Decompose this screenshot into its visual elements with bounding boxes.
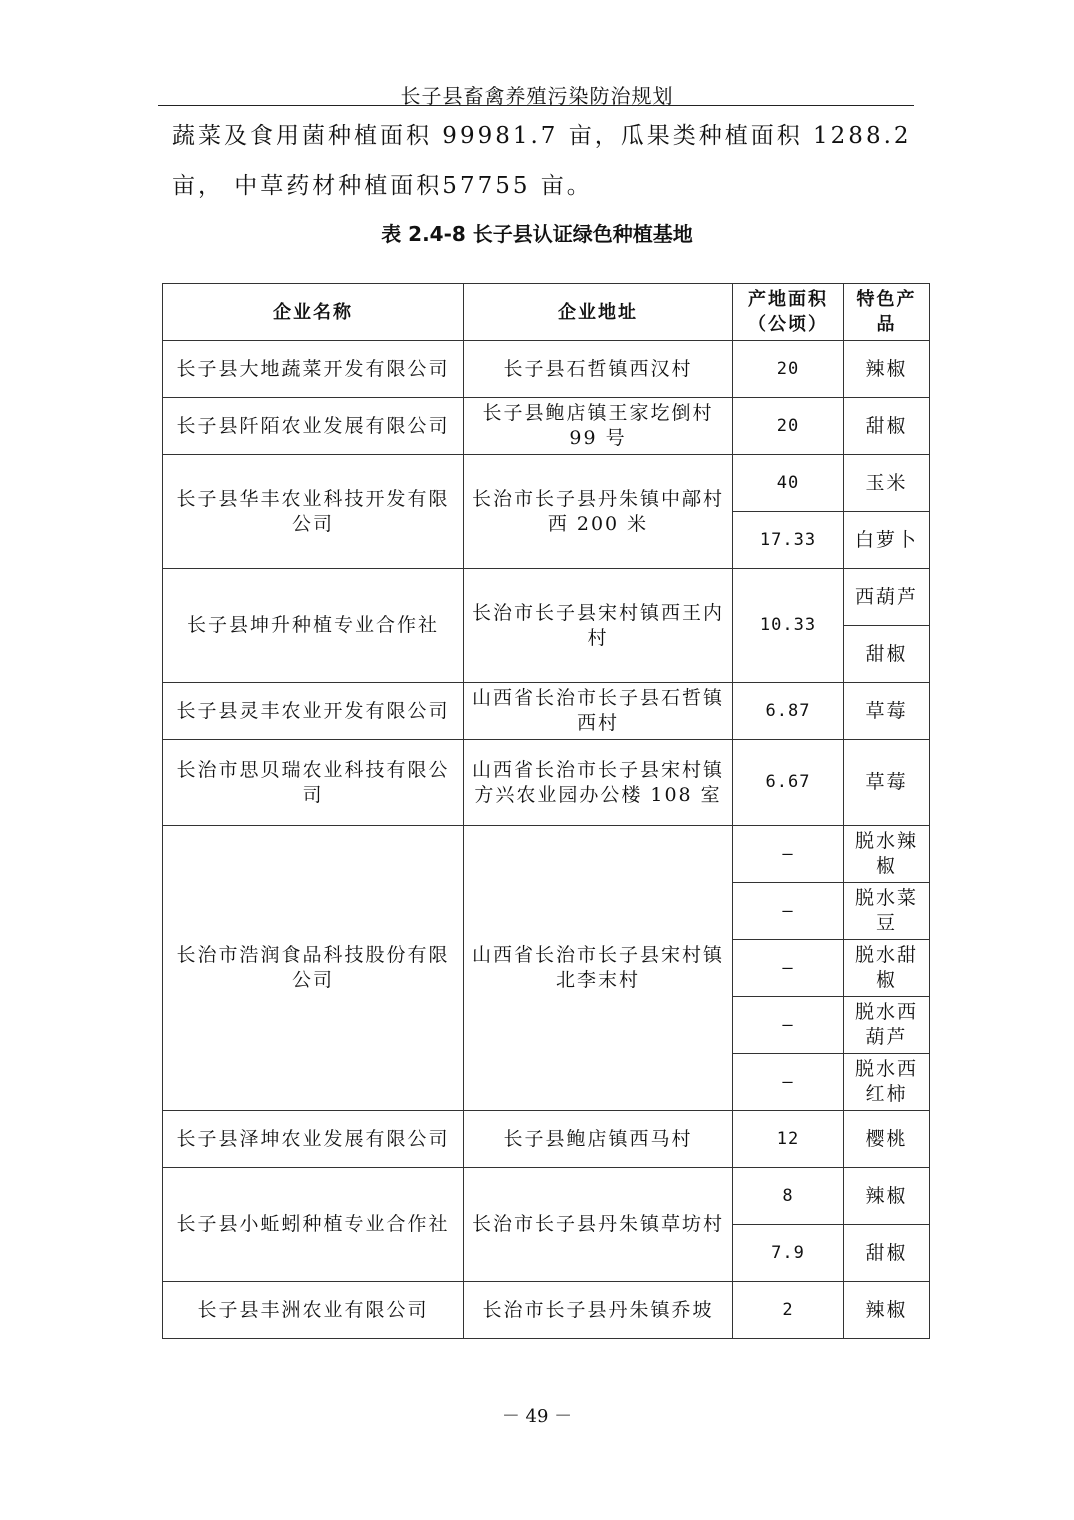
table-row	[163, 683, 930, 740]
page-number: － 49 －	[501, 1406, 573, 1427]
address-cell: 山西省长治市长子县宋村镇方兴农业园办公楼 108 室	[464, 740, 733, 826]
company-cell: 长子县坤升种植专业合作社	[163, 569, 464, 683]
body-paragraph-line-2: 亩， 中草药材种植面积57755 亩。	[172, 173, 593, 199]
area-cell: –	[733, 883, 844, 940]
product-cell: 甜椒	[844, 398, 930, 455]
table-row	[163, 1282, 930, 1339]
table-row	[163, 569, 930, 626]
table-caption: 表 2.4-8 长子县认证绿色种植基地	[381, 222, 693, 246]
address-cell: 山西省长治市长子县宋村镇北李末村	[464, 826, 733, 1111]
header-rule	[158, 105, 914, 106]
table-row	[163, 1111, 930, 1168]
product-cell: 西葫芦	[844, 569, 930, 626]
company-cell: 长子县小蚯蚓种植专业合作社	[163, 1168, 464, 1282]
area-cell: 20	[733, 341, 844, 398]
area-cell: 7.9	[733, 1225, 844, 1282]
table-row	[163, 1168, 930, 1225]
header-area: 产地面积（公顷）	[733, 284, 844, 341]
company-cell: 长子县大地蔬菜开发有限公司	[163, 341, 464, 398]
table-row	[163, 341, 930, 398]
header-product: 特色产品	[844, 284, 930, 341]
area-cell: 40	[733, 455, 844, 512]
area-cell: 12	[733, 1111, 844, 1168]
area-cell: 17.33	[733, 512, 844, 569]
product-cell: 脱水西红柿	[844, 1054, 930, 1111]
product-cell: 白萝卜	[844, 512, 930, 569]
area-cell: 10.33	[733, 569, 844, 683]
company-cell: 长治市思贝瑞农业科技有限公司	[163, 740, 464, 826]
company-cell: 长子县丰洲农业有限公司	[163, 1282, 464, 1339]
address-cell: 长治市长子县丹朱镇草坊村	[464, 1168, 733, 1282]
table-row	[163, 826, 930, 883]
area-cell: –	[733, 997, 844, 1054]
product-cell: 辣椒	[844, 1282, 930, 1339]
green-planting-base-table	[162, 283, 930, 1339]
product-cell: 草莓	[844, 740, 930, 826]
address-cell: 长治市长子县宋村镇西王内村	[464, 569, 733, 683]
table-row	[163, 740, 930, 826]
table-row	[163, 398, 930, 455]
company-cell: 长子县泽坤农业发展有限公司	[163, 1111, 464, 1168]
address-cell: 山西省长治市长子县石哲镇西村	[464, 683, 733, 740]
product-cell: 辣椒	[844, 1168, 930, 1225]
address-cell: 长治市长子县丹朱镇中鄗村西 200 米	[464, 455, 733, 569]
address-cell: 长子县石哲镇西汉村	[464, 341, 733, 398]
area-cell: 6.67	[733, 740, 844, 826]
product-cell: 樱桃	[844, 1111, 930, 1168]
area-cell: 20	[733, 398, 844, 455]
product-cell: 甜椒	[844, 626, 930, 683]
product-cell: 甜椒	[844, 1225, 930, 1282]
product-cell: 脱水菜豆	[844, 883, 930, 940]
address-cell: 长治市长子县丹朱镇乔坡	[464, 1282, 733, 1339]
body-paragraph-line-1: 蔬菜及食用菌种植面积 99981.7 亩，瓜果类种植面积 1288.2	[172, 123, 912, 149]
area-cell: 6.87	[733, 683, 844, 740]
document-header-title: 长子县畜禽养殖污染防治规划	[400, 84, 674, 108]
company-cell: 长治市浩润食品科技股份有限公司	[163, 826, 464, 1111]
area-cell: –	[733, 940, 844, 997]
product-cell: 辣椒	[844, 341, 930, 398]
header-address: 企业地址	[464, 284, 733, 341]
address-cell: 长子县鲍店镇王家圪倒村 99 号	[464, 398, 733, 455]
address-cell: 长子县鲍店镇西马村	[464, 1111, 733, 1168]
area-cell: –	[733, 1054, 844, 1111]
company-cell: 长子县华丰农业科技开发有限公司	[163, 455, 464, 569]
company-cell: 长子县灵丰农业开发有限公司	[163, 683, 464, 740]
header-company: 企业名称	[163, 284, 464, 341]
product-cell: 脱水辣椒	[844, 826, 930, 883]
table-header-row	[163, 284, 930, 341]
product-cell: 脱水甜椒	[844, 940, 930, 997]
product-cell: 脱水西葫芦	[844, 997, 930, 1054]
product-cell: 草莓	[844, 683, 930, 740]
area-cell: 8	[733, 1168, 844, 1225]
table-row	[163, 455, 930, 512]
area-cell: –	[733, 826, 844, 883]
company-cell: 长子县阡陌农业发展有限公司	[163, 398, 464, 455]
area-cell: 2	[733, 1282, 844, 1339]
product-cell: 玉米	[844, 455, 930, 512]
